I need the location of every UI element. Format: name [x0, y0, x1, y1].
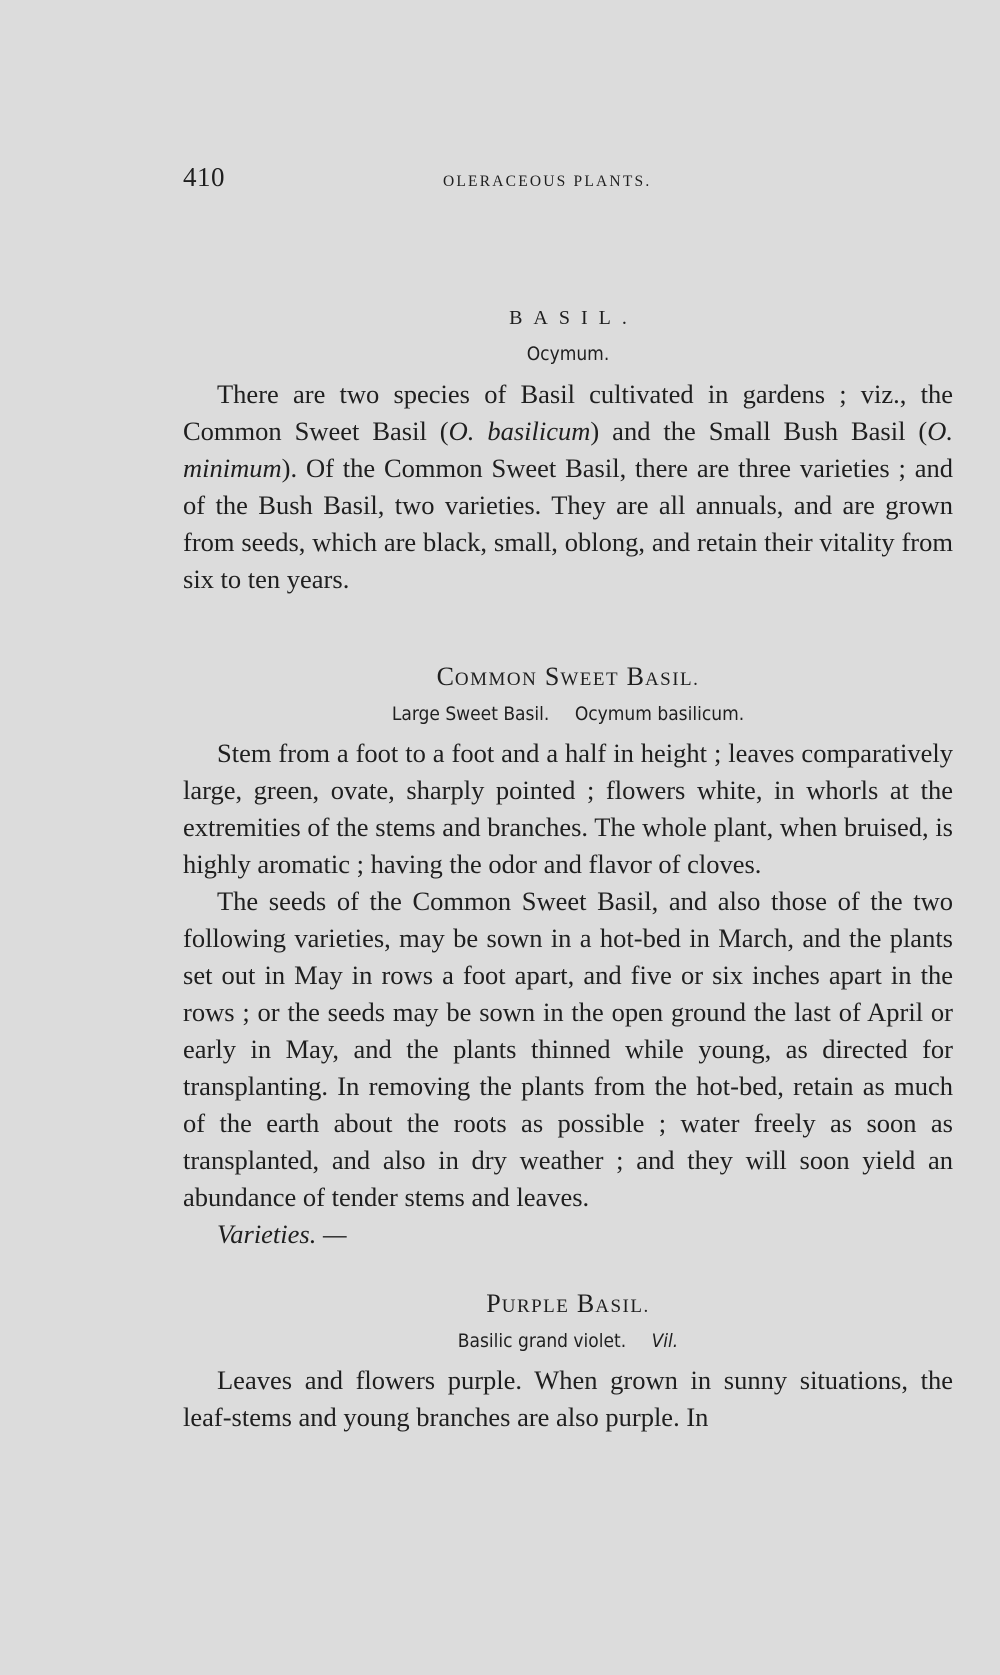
synonym: Ocymum basilicum. — [574, 703, 745, 725]
heading-small: OMMON — [454, 669, 538, 690]
basil-subtitle: Ocymum. — [526, 343, 610, 365]
heading-small: URPLE — [501, 1296, 570, 1317]
basil-title: BASIL. — [509, 307, 638, 329]
heading-small: WEET — [560, 669, 620, 690]
basil-intro-text-a: There are two species of Basil cultivated in gardens ; viz., the Common Sweet Basil ( — [183, 379, 953, 446]
heading-small: ASIL. — [595, 1296, 650, 1317]
heading-small: ASIL. — [644, 669, 700, 690]
basil-intro-paragraph — [183, 376, 953, 598]
heading-cap: B — [626, 662, 645, 691]
common-sweet-basil-cultivation: The seeds of the Common Sweet Basil, and also those of the two following varieties, may be sown in a hot-bed in March, and the plants set out in May in rows a foot apart, and five or six inches apart in the rows ; or the seeds may be sown in the open ground the last of April or early in May, and the plants thinned while young, as directed for transplanting. In removing the plants from the hot-bed, retain as much of the earth about the roots as possible ; water freely as soon as transplanted, and also in dry weather ; and they will soon yield an abundance of tender stems and leaves. — [183, 886, 953, 1212]
purple-basil-description: Leaves and flowers purple. When grown in sunny situations, the leaf-stems and young branches are also purple. In — [183, 1365, 953, 1432]
basil-intro-latin-2: O. minimum — [183, 416, 954, 483]
heading-cap: B — [576, 1289, 596, 1318]
basil-intro-text-e: ). Of the Common Sweet Basil, there are three varieties ; and of the Bush Basil, two varieties. They are all annuals, and are grown from seeds, which are black, small, oblong, and retain their vitality from six to ten years. — [183, 453, 953, 594]
basil-intro-latin-1: O. basilicum — [448, 416, 591, 446]
common-sweet-basil-synonyms — [183, 699, 953, 729]
page-content — [183, 300, 953, 1436]
varieties-label: Varieties. — — [217, 1219, 347, 1249]
common-sweet-basil-heading — [183, 658, 953, 699]
basil-intro-text-c: ) and the Small Bush Basil ( — [590, 416, 928, 446]
running-head: OLERACEOUS PLANTS. — [443, 173, 652, 190]
heading-cap: P — [486, 1289, 502, 1318]
purple-basil-synonyms — [183, 1326, 953, 1356]
heading-cap: C — [436, 662, 455, 691]
page-number: 410 — [183, 162, 225, 192]
heading-cap: S — [544, 662, 561, 691]
synonym-abbrev: Vil. — [651, 1330, 679, 1352]
synonym: Basilic grand violet. — [457, 1330, 627, 1352]
synonym: Large Sweet Basil. — [391, 703, 550, 725]
page-header — [183, 162, 703, 202]
common-sweet-basil-description: Stem from a foot to a foot and a half in height ; leaves comparatively large, green, ovate, sharply pointed ; flowers white, in whorls at the extremities of the stems and branches. The whole plant, when bruised, is highly aromatic ; having the odor and flavor of cloves. — [183, 738, 953, 879]
purple-basil-heading — [183, 1285, 953, 1326]
